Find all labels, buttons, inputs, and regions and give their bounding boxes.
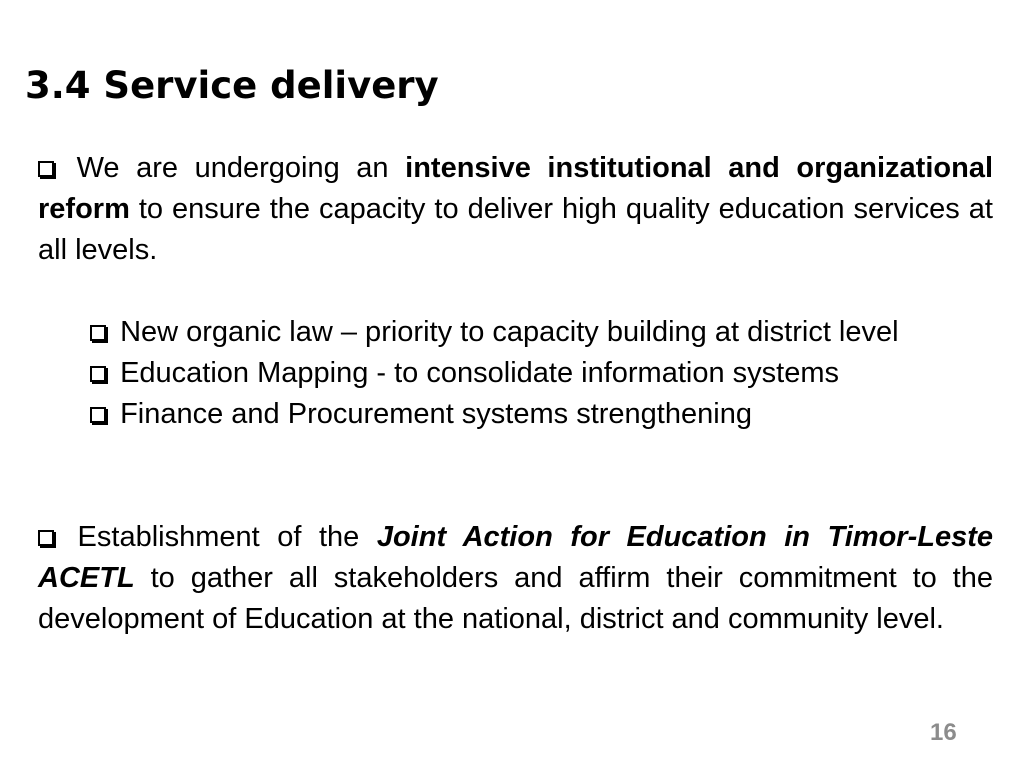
- sub-bullet-item: [90, 353, 993, 394]
- bullet-text-end: to ensure the capacity to deliver high quality education services at all levels.: [38, 193, 993, 266]
- sub-bullet-text: New organic law – priority to capacity building at district level: [120, 316, 899, 348]
- checkbox-bullet-icon: [38, 530, 54, 546]
- sub-bullet-item: [90, 312, 993, 353]
- bullet-text-bold: intensive institutional and organizational reform: [38, 152, 994, 225]
- bullet-institutional-reform: [38, 148, 993, 271]
- checkbox-bullet-icon: [38, 161, 54, 177]
- bullet-text-end: to gather all stakeholders and affirm their commitment to the development of Education at the national, district and community level.: [38, 562, 993, 635]
- checkbox-bullet-icon: [90, 325, 106, 341]
- checkbox-bullet-icon: [90, 407, 106, 423]
- bullet-text-start: Establishment of the: [77, 521, 377, 553]
- sub-bullet-list: [90, 312, 993, 435]
- checkbox-bullet-icon: [90, 366, 106, 382]
- bullet-text-bold-italic: Joint Action for Education in Timor-Leste ACETL: [38, 521, 993, 594]
- page-number: 16: [930, 719, 957, 746]
- sub-bullet-text: Education Mapping - to consolidate information systems: [120, 357, 839, 389]
- sub-bullet-text: Finance and Procurement systems strengthening: [120, 398, 752, 430]
- bullet-acetl: [38, 517, 993, 640]
- bullet-text-start: We are undergoing an: [76, 152, 406, 184]
- sub-bullet-item: [90, 394, 993, 435]
- slide-title: 3.4 Service delivery: [25, 64, 439, 107]
